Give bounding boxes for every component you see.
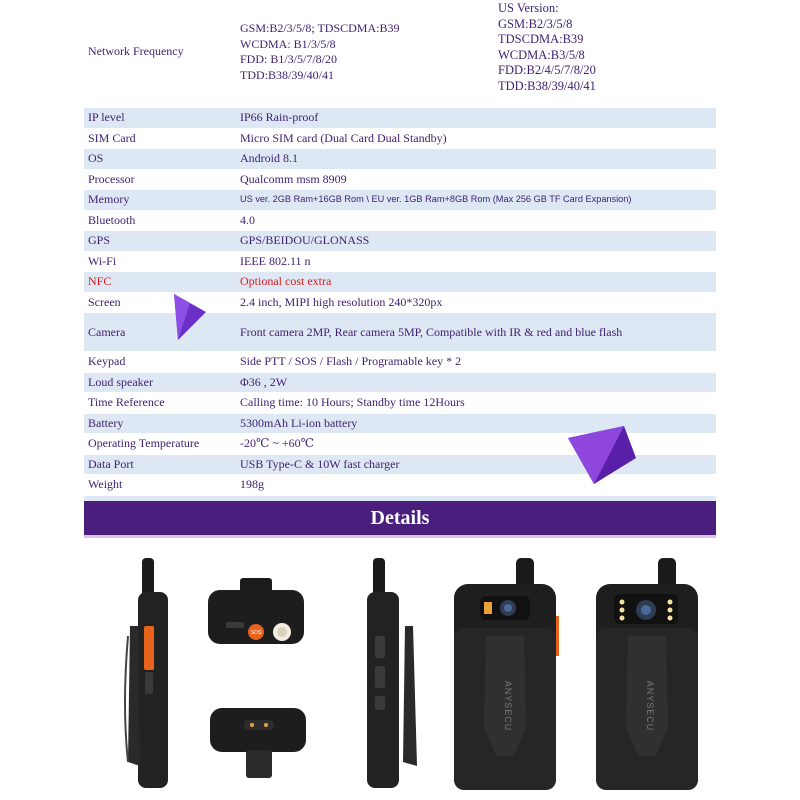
frequency-line: GSM:B2/3/5/8; TDSCDMA:B39 — [240, 21, 400, 35]
spec-row-time-reference — [84, 393, 716, 414]
details-banner: Details — [84, 501, 716, 535]
spec-label: Memory — [88, 192, 130, 206]
spec-value: 4.0 — [240, 212, 255, 227]
spec-label: Battery — [88, 415, 124, 430]
spec-value: GPS/BEIDOU/GLONASS — [240, 233, 370, 247]
spec-label: Camera — [88, 325, 126, 339]
spec-value: Side PTT / SOS / Flash / Programable key * 2 — [240, 354, 462, 368]
spec-value: Φ36 , 2W — [240, 374, 288, 389]
spec-value: Front camera 2MP, Rear camera 5MP, Compatible with IR & red and blue flash — [240, 325, 623, 339]
frequency-line: TDD:B38/39/40/41 — [240, 67, 335, 82]
spec-label: Data Port — [88, 456, 134, 471]
us-frequency-line: TDSCDMA:B39 — [498, 32, 584, 47]
spec-value: 5300mAh Li-ion battery — [240, 415, 358, 430]
spec-value: Qualcomm msm 8909 — [240, 171, 347, 186]
us-frequency-line: WCDMA:B3/5/8 — [498, 47, 585, 62]
spec-value: Android 8.1 — [240, 151, 298, 165]
device-bottom-view — [208, 706, 308, 782]
spec-value: IEEE 802.11 n — [240, 253, 311, 268]
spec-label: Keypad — [88, 354, 126, 368]
spec-label: SIM Card — [88, 130, 136, 145]
device-back-view-right — [592, 556, 702, 792]
spec-label: Bluetooth — [88, 212, 136, 227]
spec-row-loud-speaker — [84, 373, 716, 394]
spec-row-keypad — [84, 352, 716, 373]
spec-value: USB Type-C & 10W fast charger — [240, 456, 400, 471]
spec-label: Processor — [88, 171, 135, 186]
spec-label: Loud speaker — [88, 374, 153, 389]
spec-label: Wi-Fi — [88, 253, 117, 268]
spec-value: 198g — [240, 477, 264, 491]
us-version-frequencies — [498, 1, 596, 95]
device-top-view — [206, 576, 306, 648]
spec-value: Optional cost extra — [240, 274, 332, 288]
banner-divider — [84, 535, 716, 538]
spec-value: IP66 Rain-proof — [240, 110, 319, 124]
spec-row-os — [84, 149, 716, 170]
spec-label: OS — [88, 151, 104, 165]
spec-value: US ver. 2GB Ram+16GB Rom \ EU ver. 1GB Ram+8GB Rom (Max 256 GB TF Card Expansion) — [240, 194, 632, 204]
network-frequency-row — [84, 0, 716, 108]
purple-diamond-decoration — [160, 292, 212, 344]
device-side-view-right — [355, 556, 425, 792]
us-frequency-line: GSM:B2/3/5/8 — [498, 16, 573, 31]
spec-label: IP level — [88, 110, 125, 124]
spec-label: GPS — [88, 233, 111, 247]
sos-label: SOS — [250, 630, 262, 636]
spec-value: -20℃ ~ +60℃ — [240, 436, 315, 450]
spec-label: Time Reference — [88, 395, 165, 409]
spec-row-bluetooth — [84, 211, 716, 232]
spec-value: Micro SIM card (Dual Card Dual Standby) — [240, 130, 447, 145]
brand-label: ANYSECU — [645, 680, 655, 732]
spec-row-sim-card — [84, 129, 716, 150]
network-frequency-label: Network Frequency — [88, 44, 184, 58]
spec-row-processor — [84, 170, 716, 191]
spec-label: Weight — [88, 477, 123, 491]
spec-label: Screen — [88, 294, 121, 309]
spec-label: NFC — [88, 274, 112, 288]
spec-label: Operating Temperature — [88, 436, 200, 450]
spec-row-nfc — [84, 272, 716, 293]
us-frequency-line: US Version: — [498, 1, 559, 15]
purple-diamond-decoration — [564, 424, 640, 488]
spec-row-gps — [84, 231, 716, 252]
spec-row-ip-level — [84, 108, 716, 129]
spec-row-memory — [84, 190, 716, 211]
frequency-line: FDD: B1/3/5/7/8/20 — [240, 52, 338, 66]
us-frequency-line: FDD:B2/4/5/7/8/20 — [498, 63, 596, 78]
network-frequency-values — [240, 21, 399, 83]
device-back-view-left — [450, 556, 560, 792]
spec-value: 2.4 inch, MIPI high resolution 240*320px — [240, 294, 443, 309]
device-side-view-left — [118, 556, 178, 792]
us-frequency-line: TDD:B38/39/40/41 — [498, 78, 596, 93]
brand-label: ANYSECU — [503, 680, 513, 732]
spec-row-wifi — [84, 252, 716, 273]
frequency-line: WCDMA: B1/3/5/8 — [240, 36, 336, 51]
spec-value: Calling time: 10 Hours; Standby time 12Hours — [240, 395, 465, 409]
